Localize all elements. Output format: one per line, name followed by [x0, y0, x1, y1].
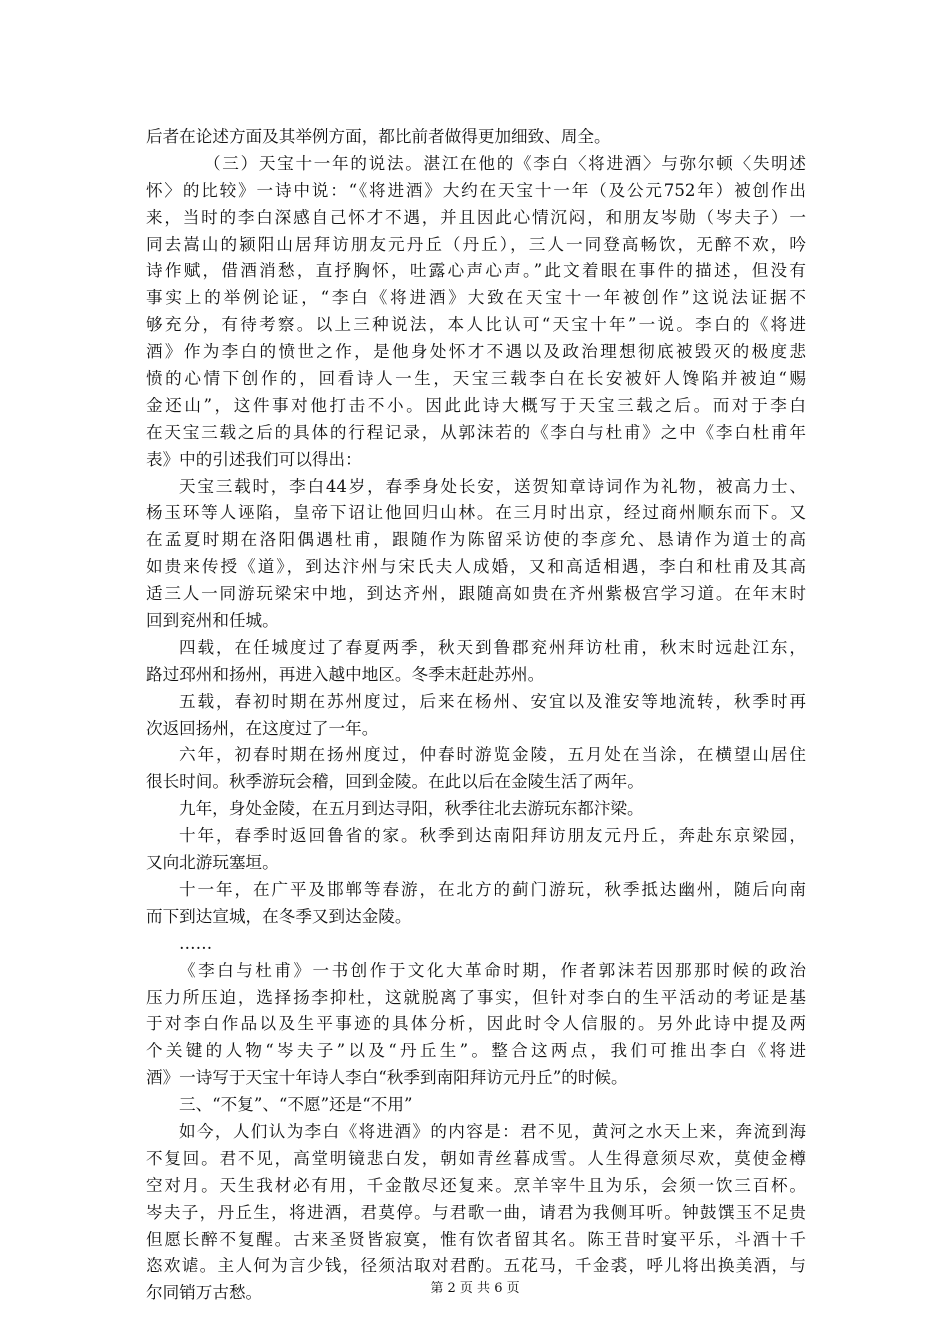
text-line: 次返回扬州，在这度过了一年。 — [146, 718, 379, 738]
body-text — [146, 124, 806, 1307]
text-line: 适三人一同游玩梁宋中地，到达齐州，跟随高如贵在齐州紫极宫学习道。在年末时 — [146, 584, 806, 604]
text-line: 《李白与杜甫》一书创作于文化大革命时期，作者郭沫若因那那时候的政治 — [179, 960, 806, 980]
text-line: 不复回。君不见，高堂明镜悲白发，朝如青丝暮成雪。人生得意须尽欢，莫使金樽 — [146, 1148, 806, 1168]
text-line: 够充分，有待考察。以上三种说法，本人比认可“天宝十年”一说。李白的《将进 — [146, 315, 806, 335]
text-line: …… — [179, 933, 213, 953]
text-line: 杨玉环等人诬陷，皇帝下诏让他回归山林。在三月时出京，经过商州顺东而下。又 — [146, 503, 806, 523]
text-line: 压力所压迫，选择扬李抑杜，这就脱离了事实，但针对李白的生平活动的考证是基 — [146, 987, 806, 1007]
text-line: 九年，身处金陵，在五月到达寻阳，秋季往北去游玩东都汴梁。 — [179, 799, 644, 819]
text-line: 如贵来传授《道》，到达汴州与宋氏夫人成婚，又和高适相遇，李白和杜甫及其高 — [146, 557, 806, 577]
text-line: 酒》作为李白的愤世之作，是他身处怀才不遇以及政治理想彻底被毁灭的极度悲 — [146, 342, 806, 362]
text-line: 恣欢谑。主人何为言少钱，径须沽取对君酌。五花马，千金裘，呼儿将出换美酒，与 — [146, 1256, 806, 1276]
text-line: 四载，在任城度过了春夏两季，秋天到鲁郡兖州拜访杜甫，秋末时远赴江东， — [179, 637, 806, 657]
text-line: 酒》一诗写于天宝十年诗人李白“秋季到南阳拜访元丹丘”的时候。 — [146, 1068, 628, 1088]
text-line: 又向北游玩塞垣。 — [146, 853, 279, 873]
text-line: 如今，人们认为李白《将进酒》的内容是：君不见，黄河之水天上来，奔流到海 — [179, 1121, 806, 1141]
text-line: 怀〉的比较》一诗中说：“《将进酒》大约在天宝十一年（及公元752年）被创作出 — [146, 180, 806, 200]
text-line: （三）天宝十一年的说法。湛江在他的《李白〈将进酒〉与弥尔顿〈失明述 — [204, 153, 806, 173]
text-line: 同去嵩山的颍阳山居拜访朋友元丹丘（丹丘），三人一同登高畅饮，无醉不欢，吟 — [146, 234, 806, 254]
text-line: 个关键的人物“岑夫子”以及“丹丘生”。整合这两点，我们可推出李白《将进 — [146, 1041, 806, 1061]
text-line: 很长时间。秋季游玩会稽，回到金陵。在此以后在金陵生活了两年。 — [146, 772, 644, 792]
text-line: 于对李白作品以及生平事迹的具体分析，因此时令人信服的。另外此诗中提及两 — [146, 1014, 806, 1034]
text-line: 在孟夏时期在洛阳偶遇杜甫，跟随作为陈留采访使的李彦允、恳请作为道士的高 — [146, 530, 806, 550]
text-line: 来，当时的李白深感自己怀才不遇，并且因此心情沉闷，和朋友岑勋（岑夫子）一 — [146, 207, 806, 227]
text-line: 在天宝三载之后的具体的行程记录，从郭沫若的《李白与杜甫》之中《李白杜甫年 — [146, 422, 806, 442]
text-line: 回到兖州和任城。 — [146, 611, 279, 631]
text-line: 五载，春初时期在苏州度过，后来在杨州、安宜以及淮安等地流转，秋季时再 — [179, 691, 806, 711]
text-line: 十年，春季时返回鲁省的家。秋季到达南阳拜访朋友元丹丘，奔赴东京梁园， — [179, 826, 806, 846]
text-line: 事实上的举例论证，“李白《将进酒》大致在天宝十一年被创作”这说法证据不 — [146, 288, 806, 308]
text-line: 但愿长醉不复醒。古来圣贤皆寂寞，惟有饮者留其名。陈王昔时宴平乐，斗酒十千 — [146, 1229, 806, 1249]
text-line: 金还山”，这件事对他打击不小。因此此诗大概写于天宝三载之后。而对于李白 — [146, 395, 806, 415]
text-line: 而下到达宣城，在冬季又到达金陵。 — [146, 906, 412, 926]
text-line: 后者在论述方面及其举例方面，都比前者做得更加细致、周全。 — [146, 127, 611, 146]
text-line: 尔同销万古愁。 — [146, 1283, 263, 1303]
text-line: 岑夫子，丹丘生，将进酒，君莫停。与君歌一曲，请君为我侧耳听。钟鼓馔玉不足贵 — [146, 1202, 806, 1222]
text-line: 十一年，在广平及邯郸等春游，在北方的蓟门游玩，秋季抵达幽州，随后向南 — [179, 879, 806, 899]
text-line: 愤的心情下创作的，回看诗人一生，天宝三载李白在长安被奸人馋陷并被迫“赐 — [146, 369, 806, 389]
text-line: 路过邳州和扬州，再进入越中地区。冬季末赶赴苏州。 — [146, 664, 545, 684]
text-line: 天宝三载时，李白44岁，春季身处长安，送贺知章诗词作为礼物，被高力士、 — [179, 476, 806, 496]
text-line: 表》中的引述我们可以得出： — [146, 449, 362, 469]
text-line: 六年，初春时期在扬州度过，仲春时游览金陵，五月处在当涂，在横望山居住 — [179, 745, 806, 765]
text-line: 空对月。天生我材必有用，千金散尽还复来。烹羊宰牛且为乐，会须一饮三百杯。 — [146, 1175, 806, 1195]
page-number-footer: 第 2 页 共 6 页 — [430, 1281, 520, 1296]
text-line: 诗作赋，借酒消愁，直抒胸怀，吐露心声心声。”此文着眼在事件的描述，但没有 — [146, 261, 806, 281]
section-heading: 三、“不复”、“不愿”还是“不用” — [179, 1095, 413, 1115]
